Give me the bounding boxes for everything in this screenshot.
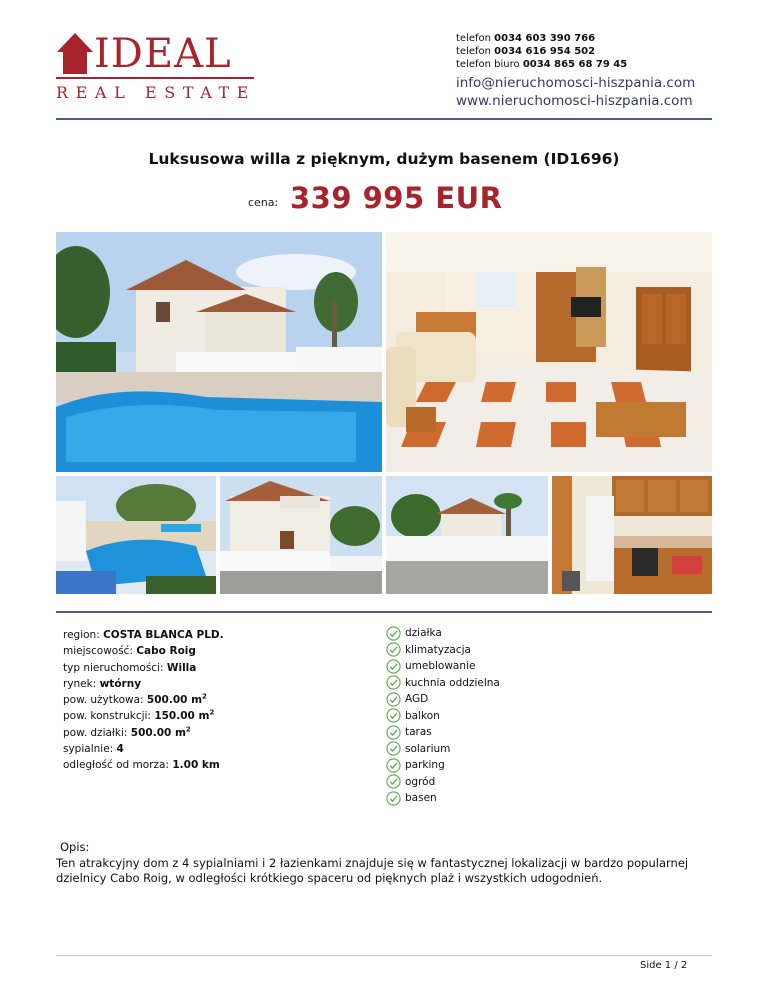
photo-pool-area[interactable] — [56, 476, 216, 594]
amenity-item — [386, 625, 500, 642]
spec-plot-area: pow. działki: 500.00 $m^2$ — [63, 725, 191, 739]
amenity-label: basen — [405, 792, 437, 805]
amenity-label: taras — [405, 726, 432, 739]
website-link[interactable]: www.nieruchomosci-hiszpania.com — [456, 93, 693, 109]
amenity-label: umeblowanie — [405, 660, 476, 673]
amenity-item — [386, 708, 500, 725]
photo-street-view[interactable] — [386, 476, 548, 594]
amenity-item — [386, 774, 500, 791]
photo-kitchen[interactable] — [552, 476, 712, 594]
checkmark-icon — [386, 774, 401, 789]
house-icon — [56, 32, 94, 74]
amenity-label: działka — [405, 627, 442, 640]
amenity-item — [386, 658, 500, 675]
amenity-label: balkon — [405, 709, 440, 722]
company-logo — [56, 32, 261, 102]
property-specs — [63, 627, 224, 774]
photo-villa-exterior[interactable] — [220, 476, 382, 594]
amenity-label: ogród — [405, 775, 436, 788]
amenity-label: kuchnia oddzielna — [405, 676, 500, 689]
spec-region: region: COSTA BLANCA PLD. — [63, 629, 224, 641]
amenity-item — [386, 675, 500, 692]
contact-block — [456, 32, 695, 110]
email-link[interactable]: info@nieruchomosci-hiszpania.com — [456, 75, 696, 91]
spec-construction-area: pow. konstrukcji: 150.00 $m^2$ — [63, 708, 215, 723]
phone-number[interactable]: 0034 865 68 79 45 — [522, 59, 628, 70]
amenity-item — [386, 691, 500, 708]
amenity-label: klimatyzacja — [405, 643, 471, 656]
amenity-item — [386, 724, 500, 741]
checkmark-icon — [386, 692, 401, 707]
amenity-item — [386, 757, 500, 774]
checkmark-icon — [386, 708, 401, 723]
spec-market: rynek: wtórny — [63, 677, 142, 690]
spec-property-type: typ nieruchomości: Willa — [63, 661, 197, 674]
photo-living-room[interactable] — [386, 232, 712, 472]
description-text: Ten atrakcyjny dom z 4 sypialniami i 2 łazienkami znajduje się w fantastycznej lokalizacji w bardzo popularnej dzielnicy Cabo Roig, w odległości krótkiego spaceru od pięknych plaż i wszystkich udogodnień. — [56, 855, 689, 885]
spec-distance-sea: odległość od morza: 1.00 km — [63, 759, 220, 772]
description-block — [56, 840, 716, 887]
spec-usable-area: pow. użytkowa: 500.00 $m^2$ — [63, 692, 207, 707]
phone-number[interactable]: 0034 616 954 502 — [494, 46, 596, 57]
amenity-item — [386, 790, 500, 807]
checkmark-icon — [386, 725, 401, 740]
checkmark-icon — [386, 659, 401, 674]
price-value: 339 995 EUR — [290, 181, 503, 215]
price-label: cena: — [248, 196, 279, 209]
description-label: Opis: — [60, 840, 90, 854]
phone-line-1: telefon 0034 603 390 766 — [456, 33, 596, 44]
listing-title: Luksusowa willa z pięknym, dużym basenem (ID1696) — [148, 150, 620, 168]
spec-bedrooms: sypialnie: 4 — [63, 743, 124, 756]
checkmark-icon — [386, 758, 401, 773]
amenity-item — [386, 642, 500, 659]
section-divider — [56, 611, 712, 613]
amenity-label: AGD — [405, 693, 429, 706]
logo-tagline: REAL ESTATE — [56, 83, 257, 102]
logo-divider — [56, 77, 254, 79]
footer-divider — [56, 955, 712, 956]
photo-villa-pool[interactable] — [56, 232, 382, 472]
checkmark-icon — [386, 791, 401, 806]
amenities-list — [386, 625, 500, 807]
checkmark-icon — [386, 642, 401, 657]
phone-number[interactable]: 0034 603 390 766 — [494, 33, 596, 44]
page-number: Side 1 / 2 — [640, 960, 688, 971]
amenity-item — [386, 741, 500, 758]
checkmark-icon — [386, 741, 401, 756]
checkmark-icon — [386, 675, 401, 690]
phone-line-office: telefon biuro 0034 865 68 79 45 — [456, 59, 628, 70]
logo-text: IDEAL — [94, 31, 232, 77]
header-divider — [56, 118, 712, 120]
amenity-label: solarium — [405, 742, 451, 755]
checkmark-icon — [386, 626, 401, 641]
phone-line-2: telefon 0034 616 954 502 — [456, 46, 596, 57]
amenity-label: parking — [405, 759, 445, 772]
spec-town: miejscowość: Cabo Roig — [63, 645, 196, 658]
